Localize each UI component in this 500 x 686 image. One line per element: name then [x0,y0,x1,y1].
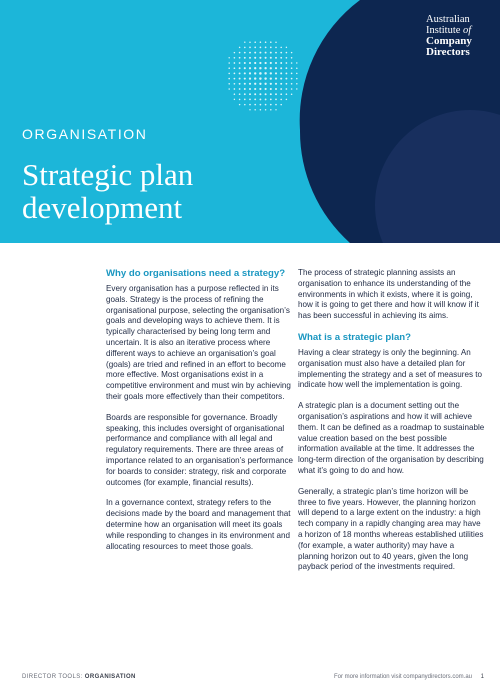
globe-dot [259,93,261,95]
globe-dot [280,83,282,85]
globe-dot [249,47,251,49]
globe-dot [275,78,277,80]
globe-dot [291,52,292,53]
globe-dot [270,47,272,49]
globe-dot [264,67,266,69]
globe-dot [234,88,236,90]
globe-dot [280,72,282,74]
globe-dot [244,78,246,80]
globe-dot [291,83,293,85]
globe-dot [270,52,272,54]
globe-dot [254,72,256,74]
globe-dot [254,77,256,79]
globe-dot [239,57,241,59]
globe-dot [291,78,293,80]
globe-dot [249,52,251,54]
globe-dot [275,88,277,90]
globe-dot [275,104,277,106]
right-paragraph-1: Having a clear strategy is only the beginning. An organisation must also have a detailed plan for implementing the strategy and a set of measures to indicate how well the implementation is going. [298,347,483,390]
globe-dot [249,62,251,64]
globe-dot [254,93,256,95]
globe-dot [234,67,236,69]
globe-dot [280,52,282,54]
globe-dot [249,93,251,95]
globe-dot [270,77,272,79]
globe-dot [265,52,267,54]
hero-banner [0,0,500,243]
page-footer [0,672,500,686]
globe-dot [249,104,251,106]
globe-dot [270,93,272,95]
globe-dot [275,83,277,85]
footer-prefix: DIRECTOR TOOLS: [22,674,83,680]
globe-dot [249,88,251,90]
globe-dot [286,99,288,101]
globe-dot [275,109,276,110]
globe-dot [280,104,282,106]
globe-dot [260,47,262,49]
globe-dot [265,109,267,111]
globe-dot [239,67,241,69]
globe-dot [270,83,272,85]
globe-dot [259,72,262,75]
globe-dot [239,47,241,49]
globe-dot [244,93,246,95]
logo-line-4: Directors [426,46,470,58]
globe-dot [254,83,256,85]
globe-dot [275,52,277,54]
logo-line-2a: Institute [426,25,461,36]
globe-dot [239,78,241,80]
globe-dot [249,67,251,69]
globe-dot [275,62,277,64]
right-intro-paragraph: The process of strategic planning assists an organisation to enhance its understanding of the environments in which it exists, where it is going, how it is going to get there and how it will know if it has been successful in achieving its aims. [298,268,479,321]
globe-dot [264,72,266,74]
globe-dot [244,83,246,85]
globe-dot [244,104,246,106]
globe-dot [270,67,272,69]
globe-dot [228,62,230,64]
globe-dot [275,47,277,49]
globe-dot [296,78,298,80]
globe-dot [296,62,297,63]
footer-left [22,674,136,680]
globe-dot [275,72,277,74]
globe-dot [291,88,293,90]
globe-dot [254,98,256,100]
globe-dot [244,88,246,90]
globe-dot [275,67,277,69]
right-paragraph-2: A strategic plan is a document setting out the organisation’s aspirations and how it will achieve them. It can be defined as a roadmap to sustainable value creation based on the best possible information available at the time. It addresses the long-term direction of the organisation by describing what it’s going to do and how. [298,401,485,475]
globe-dot [270,99,272,101]
globe-dot [270,109,272,111]
globe-dot [239,72,241,74]
globe-dot [228,78,230,80]
globe-dot [228,73,230,75]
globe-dot [244,57,246,59]
globe-dot [270,104,272,106]
globe-dot [228,57,229,58]
left-paragraph-3: In a governance context, strategy refers to the decisions made by the board and management that determine how an organisation will meet its goals while responding to changes in its environment and allocating resources to meet those goals. [106,498,291,551]
globe-dot [286,52,288,54]
logo-line-2b: of [463,25,472,36]
globe-dot [296,73,298,75]
globe-dot [234,52,236,54]
globe-dot [265,98,267,100]
globe-dot [291,62,293,64]
logo-line-1: Australian [426,14,470,25]
globe-dot [249,57,251,59]
globe-dot [286,57,288,59]
aicd-logo [426,14,494,58]
globe-dot [234,78,236,80]
globe-dot [265,88,267,90]
globe-dot [264,62,266,64]
globe-dot [259,98,261,100]
globe-dot [234,99,235,100]
globe-dot [264,83,266,85]
globe-dot [239,83,241,85]
globe-dot [239,52,241,54]
globe-dot [244,52,246,54]
globe-dot [280,47,282,49]
globe-dot [285,72,287,74]
left-paragraph-1: Every organisation has a purpose reflected in its goals. Strategy is the process of refining the organisational purpose, selecting the organisation’s goals and developing ways to achieve them. It is typically characterised by being long term and uncertain. It is also an iterative process where different ways to achieve an organisation’s goal (goals) are tried and refined in an effort to become more effective. Most organisations exist in a competitive environment and must win by achieving their goals more effectively than their competitors. [106,284,291,401]
globe-dot [270,41,272,43]
globe-dot [249,83,251,85]
globe-dot [275,41,277,43]
dotted-globe-icon [228,41,297,110]
globe-dot [259,62,261,64]
globe-dot [239,99,241,101]
globe-dot [259,52,261,54]
globe-dot [260,109,262,111]
globe-dot [291,57,293,59]
footer-section: ORGANISATION [84,674,136,680]
globe-dot [249,72,251,74]
globe-dot [286,88,288,90]
globe-dot [270,72,272,74]
globe-dot [286,83,288,85]
globe-dot [275,57,277,59]
globe-dot [249,41,251,43]
globe-dot [270,88,272,90]
globe-dot [249,109,250,110]
globe-dot [259,83,261,85]
globe-dot [265,47,267,49]
page-number: 1 [480,674,484,680]
globe-dot [280,78,282,80]
globe-dot [260,104,262,106]
globe-dot [234,57,236,59]
globe-dot [259,67,261,69]
globe-dot [270,62,272,64]
globe-dot [259,77,261,79]
left-heading: Why do organisations need a strategy? [106,268,286,279]
globe-dot [254,57,256,59]
globe-dot [291,93,293,95]
globe-dot [244,47,246,49]
globe-dot [285,78,287,80]
globe-dot [254,104,256,106]
globe-dot [265,104,267,106]
globe-dot [259,88,261,90]
globe-dot [280,57,282,59]
globe-dot [259,57,261,59]
right-column [298,268,486,583]
globe-dot [228,67,230,69]
globe-dot [234,62,236,64]
globe-dot [296,88,297,89]
globe-dot [285,67,287,69]
globe-dot [275,93,277,95]
globe-dot [234,93,236,95]
globe-dot [244,62,246,64]
globe-dot [254,88,256,90]
globe-dot [291,73,293,75]
globe-dot [296,67,298,69]
globe-dot [234,83,236,85]
globe-dot [249,99,251,101]
globe-dot [254,67,256,69]
globe-dot [239,88,241,90]
globe-dot [244,99,246,101]
globe-dot [254,47,256,49]
globe-dot [228,83,230,85]
section-label: ORGANISATION [22,126,148,142]
globe-dot [280,62,282,64]
globe-dot [265,41,267,43]
globe-dot [260,41,262,43]
globe-dot [265,93,267,95]
globe-dot [270,57,272,59]
globe-dot [228,88,230,90]
footer-website: For more information visit companydirectors.com.au [333,674,472,680]
globe-dot [280,88,282,90]
page-title: Strategic plan development [22,157,194,225]
globe-dot [239,62,241,64]
globe-dot [249,77,251,79]
globe-dot [244,41,245,42]
globe-dot [254,52,256,54]
globe-dot [265,57,267,59]
globe-dot [244,67,246,69]
globe-dot [264,77,266,79]
globe-dot [244,72,246,74]
globe-dot [239,93,241,95]
globe-dot [291,67,293,69]
right-heading: What is a strategic plan? [298,331,412,343]
globe-dot [280,93,282,95]
globe-dot [254,62,256,64]
globe-dot [234,73,236,75]
globe-dot [280,99,282,101]
globe-dot [254,41,256,43]
logo-line-3: Company [426,35,472,47]
globe-dot [286,47,287,48]
globe-dot [296,83,298,85]
globe-dot [286,93,288,95]
right-paragraph-3: Generally, a strategic plan’s time horizon will be three to five years. However, the planning horizon will depend to a large extent on the industry: a high tech company in a rapidly changing area may have a horizon of 18 months whereas established utilities (for example, a water authority) may have a planning horizon out to 40 years, given the long payback period of the investments required. [298,486,484,572]
globe-dot [239,104,240,105]
globe-dot [280,67,282,69]
left-column [106,268,294,562]
left-paragraph-2: Boards are responsible for governance. Broadly speaking, this includes oversight of organisational performance and compliance with all legal and regulatory requirements. There are three areas of importance related to an organisation’s performance for boards to consider: strategy, risk and corporate outcomes (for example, financial results). [106,412,294,487]
globe-dot [286,62,288,64]
globe-dot [275,99,277,101]
globe-dot [254,109,256,111]
